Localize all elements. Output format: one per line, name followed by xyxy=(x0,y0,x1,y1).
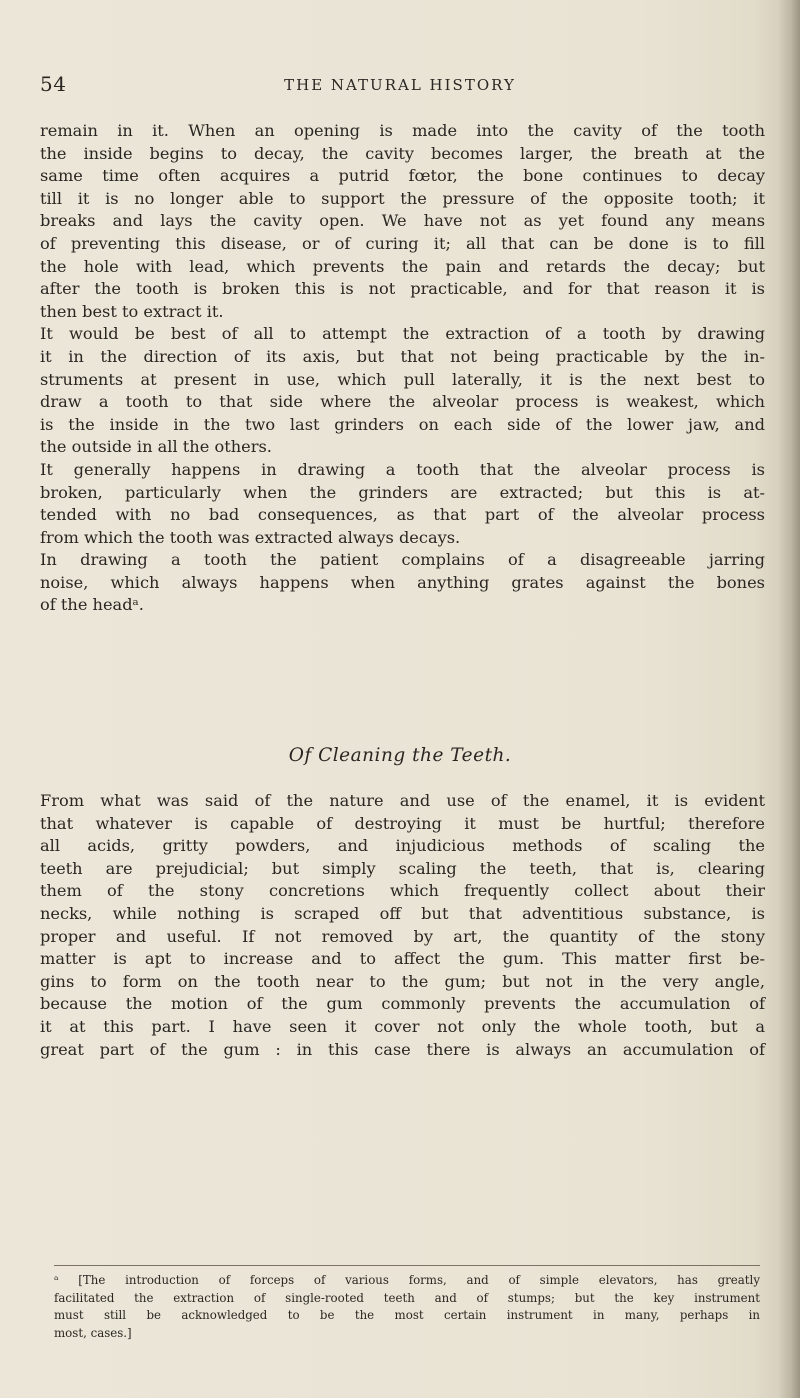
footnote-line: must still be acknowledged to be the most certain instrument in many, perhaps in xyxy=(54,1308,760,1322)
text-line: noise, which always happens when anything grates against the bones xyxy=(40,572,765,592)
section-text xyxy=(40,790,765,1061)
text-line: them of the stony concretions which frequently collect about their xyxy=(40,881,765,901)
text-line: the hole with lead, which prevents the pain and retards the decay; but xyxy=(40,256,765,276)
footnote-rule xyxy=(54,1265,760,1266)
text-line: tended with no bad consequences, as that part of the alveolar process xyxy=(40,505,765,525)
text-line: the outside in all the others. xyxy=(40,437,272,457)
text-line: struments at present in use, which pull laterally, it is the next best to xyxy=(40,369,765,389)
text-line: It generally happens in drawing a tooth that the alveolar process is xyxy=(40,459,765,479)
text-line: In drawing a tooth the patient complains of a disagreeable jarring xyxy=(40,550,765,570)
footnote-line: ᵃ [The introduction of forceps of various forms, and of simple elevators, has greatly xyxy=(54,1273,760,1287)
text-line: great part of the gum : in this case there is always an accumulation of xyxy=(40,1039,765,1059)
text-line: after the tooth is broken this is not practicable, and for that reason it is xyxy=(40,279,765,299)
text-line: the inside begins to decay, the cavity becomes larger, the breath at the xyxy=(40,143,765,163)
text-line: it at this part. I have seen it cover not only the whole tooth, but a xyxy=(40,1016,765,1036)
text-line: is the inside in the two last grinders on each side of the lower jaw, and xyxy=(40,414,765,434)
text-line: From what was said of the nature and use of the enamel, it is evident xyxy=(40,791,765,810)
body-text xyxy=(40,120,765,617)
text-line: all acids, gritty powders, and injudicious methods of scaling the xyxy=(40,836,765,856)
text-line: matter is apt to increase and to affect the gum. This matter first be- xyxy=(40,949,765,969)
text-line: till it is no longer able to support the pressure of the opposite tooth; it xyxy=(40,188,765,208)
text-line: gins to form on the tooth near to the gum; but not in the very angle, xyxy=(40,971,765,991)
text-line: then best to extract it. xyxy=(40,301,224,321)
page-number: 54 xyxy=(40,72,67,96)
text-line: proper and useful. If not removed by art, the quantity of the stony xyxy=(40,926,765,946)
footnote-line: most, cases.] xyxy=(54,1325,132,1340)
text-line: same time often acquires a putrid fœtor, the bone continues to decay xyxy=(40,166,765,186)
text-line: it in the direction of its axis, but that not being practicable by the in- xyxy=(40,346,765,366)
text-line: breaks and lays the cavity open. We have not as yet found any means xyxy=(40,211,765,231)
text-line: from which the tooth was extracted always decays. xyxy=(40,527,461,547)
text-line: remain in it. When an opening is made into the cavity of the tooth xyxy=(40,121,765,140)
footnote xyxy=(54,1272,760,1342)
text-line: of preventing this disease, or of curing it; all that can be done is to fill xyxy=(40,233,765,253)
section-heading: Of Cleaning the Teeth. xyxy=(288,745,512,766)
running-head: THE NATURAL HISTORY xyxy=(284,76,516,94)
text-line: necks, while nothing is scraped off but that adventitious substance, is xyxy=(40,903,765,923)
text-line: that whatever is capable of destroying it must be hurtful; therefore xyxy=(40,813,765,833)
text-line: draw a tooth to that side where the alveolar process is weakest, which xyxy=(40,392,765,412)
text-line: broken, particularly when the grinders are extracted; but this is at- xyxy=(40,482,765,502)
page-edge-shadow xyxy=(778,0,800,1398)
footnote-line: facilitated the extraction of single-rooted teeth and of stumps; but the key instrument xyxy=(54,1290,760,1305)
text-line: of the headᵃ. xyxy=(40,595,144,615)
text-line: It would be best of all to attempt the extraction of a tooth by drawing xyxy=(40,324,765,344)
text-line: because the motion of the gum commonly prevents the accumulation of xyxy=(40,994,765,1014)
text-line: teeth are prejudicial; but simply scaling the teeth, that is, clearing xyxy=(40,858,765,878)
